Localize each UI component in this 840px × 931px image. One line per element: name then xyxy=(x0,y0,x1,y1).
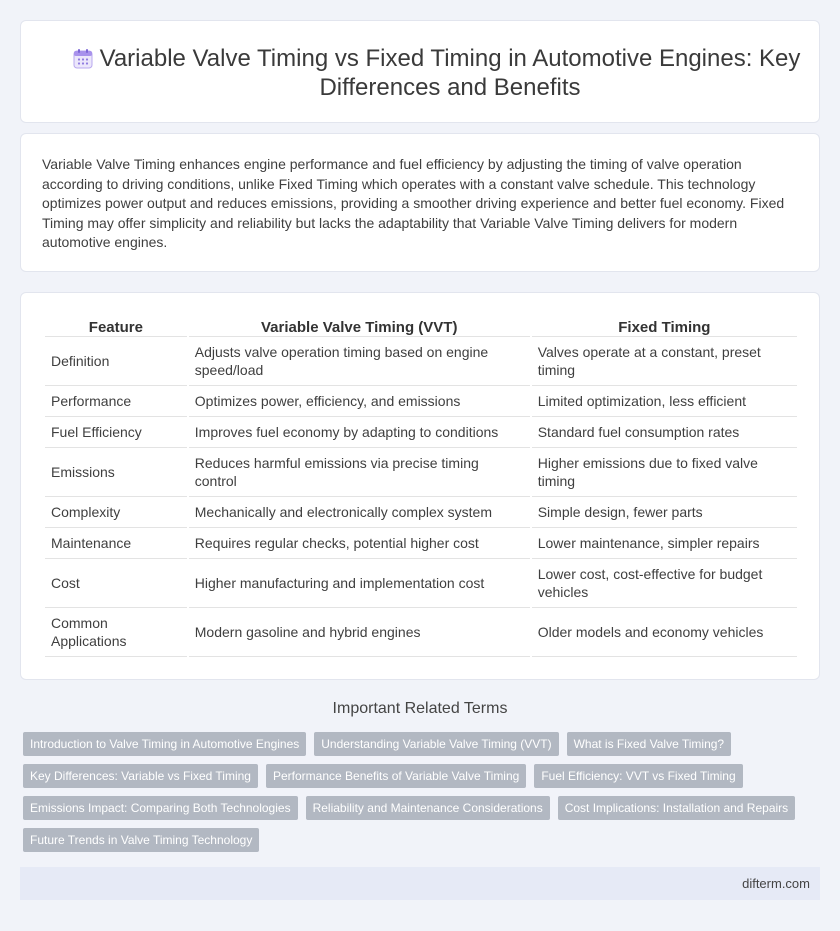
related-term-link[interactable]: Emissions Impact: Comparing Both Technologies xyxy=(23,796,298,820)
table-header-row xyxy=(45,315,797,337)
table-cell-vvt: Adjusts valve operation timing based on engine speed/load xyxy=(189,337,530,386)
title-card xyxy=(20,20,820,123)
related-term-link[interactable]: Performance Benefits of Variable Valve Timing xyxy=(266,764,526,788)
related-term-link[interactable]: Introduction to Valve Timing in Automotive Engines xyxy=(23,732,306,756)
table-cell-feature: Emissions xyxy=(45,448,187,497)
related-term-link[interactable]: Understanding Variable Valve Timing (VVT) xyxy=(314,732,558,756)
table-cell-vvt: Mechanically and electronically complex system xyxy=(189,497,530,528)
related-terms-heading: Important Related Terms xyxy=(332,700,508,717)
table-row xyxy=(45,337,797,386)
related-term-link[interactable]: What is Fixed Valve Timing? xyxy=(567,732,732,756)
table-cell-vvt: Improves fuel economy by adapting to conditions xyxy=(189,417,530,448)
intro-paragraph: Variable Valve Timing enhances engine performance and fuel efficiency by adjusting the timing of valve operation according to driving conditions, unlike Fixed Timing which operates with a constant valve schedule. This technology optimizes power output and reduces emissions, providing a smoother driving experience and better fuel economy. Fixed Timing may offer simplicity and reliability but lacks the adaptability that Variable Valve Timing delivers for modern automotive engines. xyxy=(42,156,785,250)
footer xyxy=(20,867,820,900)
related-term-link[interactable]: Future Trends in Valve Timing Technology xyxy=(23,828,259,852)
table-cell-fixed: Simple design, fewer parts xyxy=(532,497,797,528)
related-term-link[interactable]: Key Differences: Variable vs Fixed Timing xyxy=(23,764,258,788)
table-row xyxy=(45,386,797,417)
table-cell-vvt: Higher manufacturing and implementation cost xyxy=(189,559,530,608)
table-cell-feature: Cost xyxy=(45,559,187,608)
table-row xyxy=(45,497,797,528)
related-terms-list xyxy=(23,732,813,852)
table-cell-feature: Common Applications xyxy=(45,608,187,657)
table-cell-vvt: Optimizes power, efficiency, and emissions xyxy=(189,386,530,417)
table-cell-fixed: Higher emissions due to fixed valve timing xyxy=(532,448,797,497)
related-term-link[interactable]: Fuel Efficiency: VVT vs Fixed Timing xyxy=(534,764,742,788)
column-header-vvt: Variable Valve Timing (VVT) xyxy=(189,315,530,337)
table-cell-fixed: Standard fuel consumption rates xyxy=(532,417,797,448)
table-cell-feature: Complexity xyxy=(45,497,187,528)
table-row xyxy=(45,608,797,657)
table-cell-feature: Performance xyxy=(45,386,187,417)
table-cell-fixed: Older models and economy vehicles xyxy=(532,608,797,657)
column-header-fixed: Fixed Timing xyxy=(532,315,797,337)
table-row xyxy=(45,448,797,497)
table-row xyxy=(45,559,797,608)
comparison-table xyxy=(43,315,799,657)
table-cell-vvt: Requires regular checks, potential higher cost xyxy=(189,528,530,559)
table-cell-vvt: Reduces harmful emissions via precise timing control xyxy=(189,448,530,497)
comparison-card xyxy=(20,292,820,680)
table-row xyxy=(45,417,797,448)
page-title: Variable Valve Timing vs Fixed Timing in Automotive Engines: Key Differences and Benefits xyxy=(99,45,801,101)
table-cell-fixed: Lower maintenance, simpler repairs xyxy=(532,528,797,559)
table-cell-fixed: Limited optimization, less efficient xyxy=(532,386,797,417)
related-term-link[interactable]: Reliability and Maintenance Considerations xyxy=(306,796,550,820)
table-cell-feature: Definition xyxy=(45,337,187,386)
table-row xyxy=(45,528,797,559)
table-cell-feature: Maintenance xyxy=(45,528,187,559)
table-cell-fixed: Valves operate at a constant, preset timing xyxy=(532,337,797,386)
table-cell-feature: Fuel Efficiency xyxy=(45,417,187,448)
column-header-feature: Feature xyxy=(45,315,187,337)
footer-site-name: difterm.com xyxy=(742,876,810,891)
table-cell-vvt: Modern gasoline and hybrid engines xyxy=(189,608,530,657)
related-term-link[interactable]: Cost Implications: Installation and Repairs xyxy=(558,796,795,820)
intro-card xyxy=(20,133,820,272)
table-cell-fixed: Lower cost, cost-effective for budget vehicles xyxy=(532,559,797,608)
